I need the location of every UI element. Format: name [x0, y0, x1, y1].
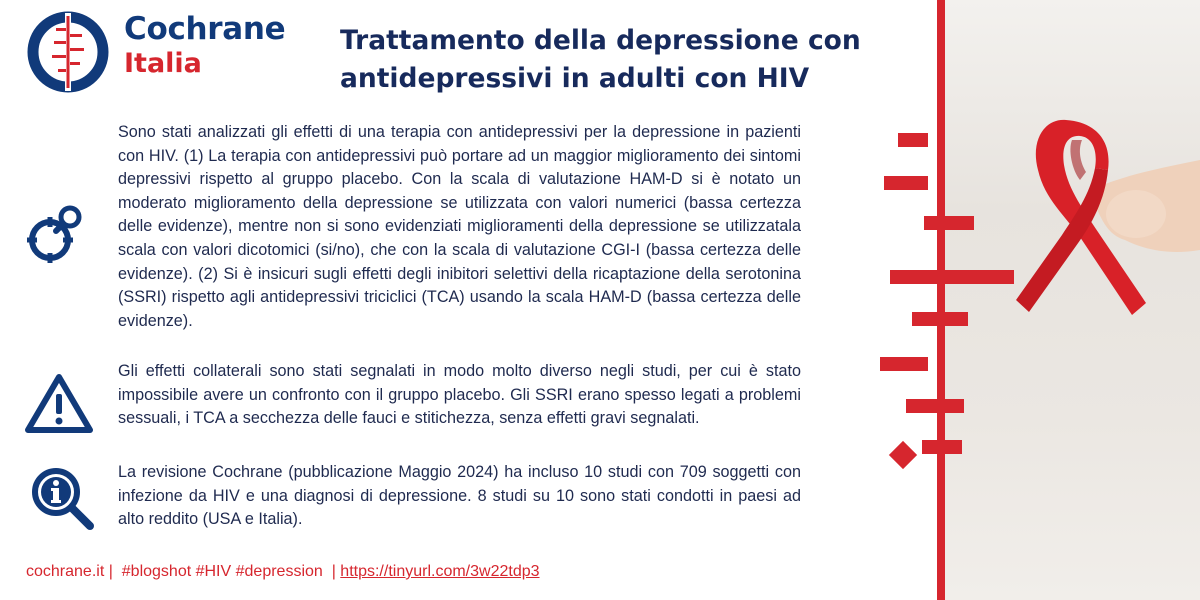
- footer-separator: |: [104, 563, 122, 580]
- warning-icon: [24, 372, 94, 434]
- footer-site-link[interactable]: cochrane.it: [26, 563, 105, 580]
- side-effects-paragraph: Gli effetti collaterali sono stati segnalati in modo molto diverso negli studi, per cui è stato impossibile avere un confronto con il gruppo placebo. Gli SSRI erano spesso legati a problemi sessuali, i TCA a secchezza delle fauci e stitichezza, senza effetti gravi segnalati.: [118, 362, 801, 428]
- target-search-icon: [24, 203, 88, 267]
- effects-paragraph: Sono stati analizzati gli effetti di una terapia con antidepressivi per la depressione in pazienti con HIV. (1) La terapia con antidepressivi può portare ad un maggior miglioramento dei sintomi depressivi rispetto al gruppo placebo. Con la scala di valutazione HAM-D si è notato un moderato miglioramento della depressione se utilizzata con valori numerici (bassa certezza delle evidenze), mentre non si sono evidenziati miglioramenti della depressione se utilizzatala scala con valori dicotomici (si/no), che con la scala di valutazione CGI-I (bassa certezza delle evidenze). (2) Si è insicuri sugli effetti degli inibitori selettivi della ricaptazione della serotonina (SSRI) rispetto agli antidepressivi triciclici (TCA) usando la scala HAM-D (bassa certezza delle evidenze).: [118, 123, 801, 330]
- footer-short-link[interactable]: https://tinyurl.com/3w22tdp3: [340, 563, 540, 580]
- logo-line2: Italia: [124, 48, 202, 79]
- footer: [26, 563, 540, 581]
- review-info-paragraph: La revisione Cochrane (pubblicazione Maggio 2024) ha incluso 10 studi con 709 soggetti con infezione da HIV e una diagnosi di depressione. 8 studi su 10 sono stati condotti in paesi ad alto reddito (USA e Italia).: [118, 463, 801, 529]
- logo-line1: Cochrane: [124, 11, 286, 47]
- page-title: Trattamento della depressione con antidepressivi in adulti con HIV: [340, 25, 861, 94]
- footer-hashtags: #blogshot #HIV #depression: [121, 563, 323, 580]
- cochrane-logo: [26, 10, 110, 94]
- logo-wordmark: [124, 11, 286, 79]
- footer-separator: |: [322, 563, 341, 580]
- info-search-icon: [30, 466, 96, 532]
